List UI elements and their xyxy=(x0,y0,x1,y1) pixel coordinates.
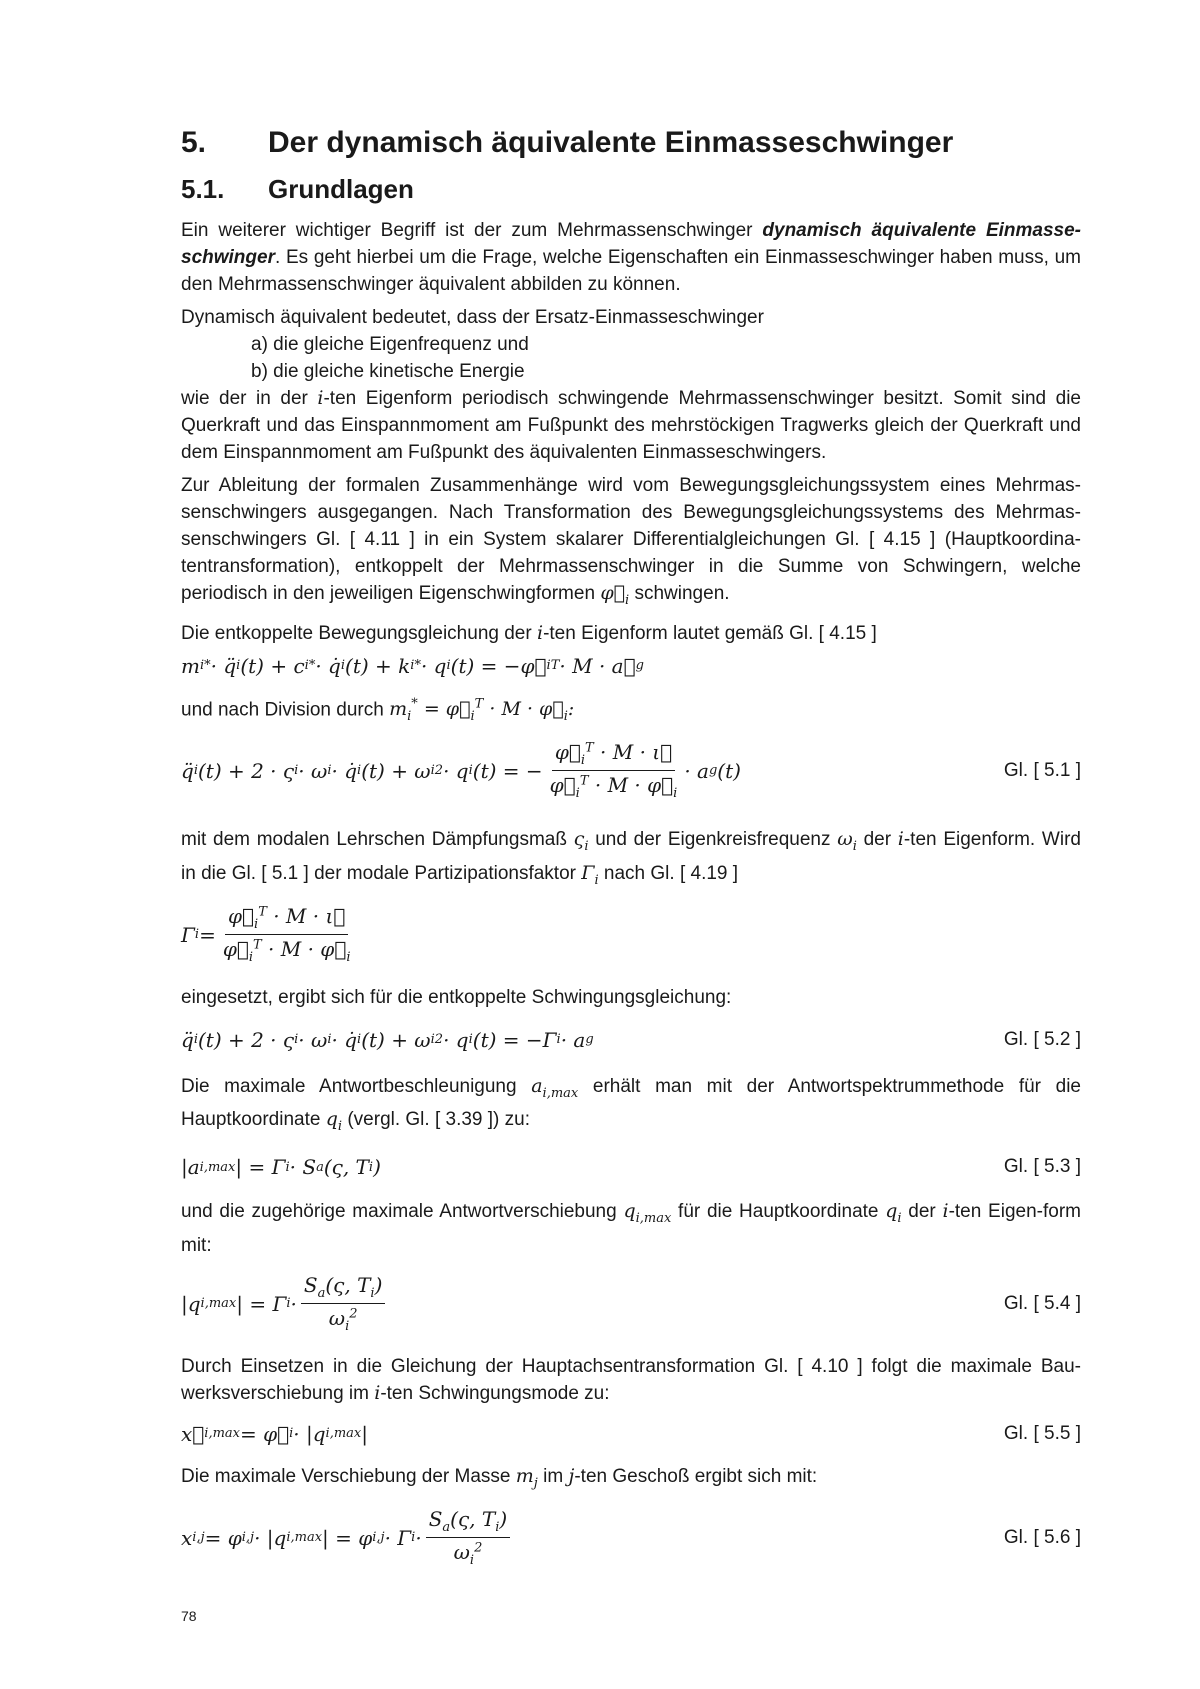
fraction: $\frac{S_a(\varsigma, T_i)}{\omega_i^2}$ xyxy=(426,1507,511,1568)
paragraph-displacement xyxy=(181,1198,1081,1259)
equation-gamma: Γ i = $\frac{\varphi⃗_i^T \cdot M \cdot \iota⃗}{\varphi⃗_i^T \cdot M \cdot \varphi⃗_i}$ xyxy=(181,900,1081,970)
text-run: der xyxy=(901,1201,943,1223)
list-item: a) die gleiche Eigenfrequenz und xyxy=(251,334,529,355)
paragraph-derivation xyxy=(181,472,1081,614)
equation-5-3: |a i,max | = Γ i · S a (ς, T i ) Gl. [ 5.3 ] xyxy=(181,1155,1081,1180)
text-run: -ten Schwingungsmode zu: xyxy=(380,1382,610,1404)
math-inline: $m_j$ xyxy=(515,1464,538,1491)
text-run: und die zugehörige maximale Antwortverschiebung xyxy=(181,1201,624,1223)
paragraph-acceleration xyxy=(181,1073,1081,1141)
subsection-title: Grundlagen xyxy=(268,174,414,204)
page-number: 78 xyxy=(181,1608,197,1624)
section-heading xyxy=(181,126,1081,160)
list-item: b) die gleiche kinetische Energie xyxy=(251,361,525,382)
paragraph-division xyxy=(181,691,1081,730)
math-inline: $\varsigma_i$ xyxy=(573,827,589,854)
fraction: $\frac{\varphi⃗_i^T \cdot M \cdot \iota⃗}{\varphi⃗_i^T \cdot M \cdot \varphi⃗_i}$ xyxy=(549,740,678,802)
text-run: -ten Eigenform periodisch schwingende Mehrmassenschwinger besitzt. Somit sind die Querkraft und das Einspannmoment am Fußpunkt des mehrstöckigen Tragwerks gleich der Querkraft und dem Einspannmoment am Fußpunkt des äquivalenten Einmasseschwingers. xyxy=(181,388,1081,463)
section-number: 5. xyxy=(181,126,207,159)
math-inline: i xyxy=(897,827,904,850)
text-run: wie der in der xyxy=(181,388,318,409)
text-run: -ten Eigen-form mit: xyxy=(181,1201,1081,1256)
equation-label: Gl. [ 5.6 ] xyxy=(1003,1526,1081,1548)
text-run: Die maximale Antwortbeschleunigung xyxy=(181,1075,532,1097)
equation-label: Gl. [ 5.2 ] xyxy=(1003,1028,1081,1050)
text-run: erhält man mit der Antwortspektrummethode für die Hauptkoordinate xyxy=(181,1075,1081,1131)
paragraph-eq-intro xyxy=(181,620,1081,647)
text-run: -ten Eigenform. Wird in die Gl. [ 5.1 ] der modale Partizipationsfaktor xyxy=(181,828,1081,884)
text-run: für die Hauptkoordinate xyxy=(671,1201,886,1223)
condition-list xyxy=(251,331,1081,385)
text-run: Durch Einsetzen in die Gleichung der Hauptachsentransformation Gl. [ 4.10 ] folgt die maximale Bau-werksverschiebung im xyxy=(181,1355,1081,1404)
text-run: mit dem modalen Lehrschen Dämpfungsmaß xyxy=(181,828,574,850)
math-inline: $\Gamma_i$ xyxy=(581,861,599,888)
page-content xyxy=(181,126,1081,1569)
text-run: im xyxy=(537,1465,569,1487)
text-run: und der Eigenkreisfrequenz xyxy=(588,828,838,850)
math-inline: i xyxy=(374,1381,381,1404)
emphasis-term: dynamisch äquivalente Einmasse-schwinger xyxy=(181,220,1082,268)
math-inline: $q_i$ xyxy=(325,1108,343,1135)
math-inline: $\omega_i$ xyxy=(837,827,857,854)
math-inline: $q_{i,max}$ xyxy=(623,1200,672,1226)
paragraph-transformation xyxy=(181,1353,1081,1407)
text-run: -ten Eigenform lautet gemäß Gl. [ 4.15 ] xyxy=(543,622,877,644)
subsection-number: 5.1. xyxy=(181,174,225,204)
equation-5-2: q̈ i (t) + 2 · ς i · ω i · q̇ i (t) + ω i 2 · q i (t) = −Γ i · a g Gl. [ 5.2 ] xyxy=(181,1027,1081,1052)
section-title: Der dynamisch äquivalente Einmasseschwinger xyxy=(268,126,954,159)
text-run: und nach Division durch xyxy=(181,699,384,721)
equation-5-1: q̈ i (t) + 2 · ς i · ω i · q̇ i (t) + ω i 2 · q i (t) = − $\frac{\varphi⃗_i^T \cdot M \cdot \iota⃗}{\varphi⃗_i^T \cdot M \cdot \varphi⃗_i}$ · a g (t) Gl. [ 5.1 ] xyxy=(181,740,1081,802)
subsection-heading xyxy=(181,174,1081,205)
equation-5-5: x⃗ i,max = φ⃗ i · |q i,max | Gl. [ 5.5 ] xyxy=(181,1421,1081,1446)
paragraph-mass-displacement xyxy=(181,1463,1081,1497)
paragraph-definition: Dynamisch äquivalent bedeutet, dass der Ersatz-Einmasseschwinger xyxy=(181,307,764,328)
text-run: nach Gl. [ 4.19 ] xyxy=(598,862,739,884)
text-run: Die entkoppelte Bewegungsgleichung der xyxy=(181,622,537,644)
equation-5-4: |q i,max | = Γ i · $\frac{S_a(\varsigma, T_i)}{\omega_i^2}$ Gl. [ 5.4 ] xyxy=(181,1273,1081,1335)
math-inline: $a_{i,max}$ xyxy=(531,1074,579,1101)
text-run: . Es geht hierbei um die Frage, welche Eigenschaften ein Einmasseschwinger haben muss, um den Mehrmassenschwinger äquivalent abbilden zu können. xyxy=(181,247,1081,295)
paragraph-substitution: eingesetzt, ergibt sich für die entkoppelte Schwingungsgleichung: xyxy=(181,986,732,1008)
math-phi-vector: $\varphi⃗_i$ xyxy=(600,582,630,608)
text-run: Zur Ableitung der formalen Zusammenhänge wird vom Bewegungsgleichungssystem eines Mehrmas-senschwingers ausgegangen. Nach Transformation des Bewegungsgleichungssystems des Mehrmas-senschwingers Gl. [ 4.11 ] in ein System skalarer Differentialgleichungen Gl. [ 4.15 ] (Hauptkoordina-tentransformation), entkoppelt der Mehrmassenschwinger in die Summe von Schwingern, welche periodisch in den jeweiligen Eigenschwingformen xyxy=(181,475,1081,604)
text-run: Ein weiterer wichtiger Begriff ist der zum Mehrmassenschwinger xyxy=(181,220,763,241)
equation-motion: m i * · q̈ i (t) + c i * · q̇ i (t) + k i * · q i (t) = −φ⃗ i T · M · a⃗ g xyxy=(181,653,644,678)
equation-label: Gl. [ 5.5 ] xyxy=(1003,1422,1081,1444)
math-i: i xyxy=(536,621,544,644)
paragraph-damping xyxy=(181,826,1081,894)
equation-label: Gl. [ 5.4 ] xyxy=(1003,1292,1081,1314)
math-inline: $m_i^*$ = $\varphi⃗_i^T \cdot M$ · $\varphi⃗_i$: xyxy=(389,696,575,724)
math-i: i xyxy=(317,387,324,409)
paragraph-equivalence xyxy=(181,385,1081,466)
equation-5-6: x i,j = φ i,j · |q i,max | = φ i,j · Γ i · $\frac{S_a(\varsigma, T_i)}{\omega_i^2}$ Gl. [ 5.6 ] xyxy=(181,1507,1081,1569)
math-inline: i xyxy=(942,1200,949,1223)
equation-label: Gl. [ 5.1 ] xyxy=(1003,759,1081,781)
text-run: Die maximale Verschiebung der Masse xyxy=(181,1465,516,1487)
text-run: (vergl. Gl. [ 3.39 ]) zu: xyxy=(342,1109,531,1131)
math-inline: $q_i$ xyxy=(885,1200,902,1226)
paragraph-intro xyxy=(181,217,1081,298)
fraction: $\frac{S_a(\varsigma, T_i)}{\omega_i^2}$ xyxy=(301,1273,386,1334)
fraction: $\frac{\varphi⃗_i^T \cdot M \cdot \iota⃗}{\varphi⃗_i^T \cdot M \cdot \varphi⃗_i}$ xyxy=(222,904,351,966)
text-run: der xyxy=(856,828,898,850)
math-inline: j xyxy=(568,1464,575,1487)
text-run: -ten Geschoß ergibt sich mit: xyxy=(574,1465,818,1487)
text-run: schwingen. xyxy=(629,583,730,604)
equation-label: Gl. [ 5.3 ] xyxy=(1003,1156,1081,1178)
